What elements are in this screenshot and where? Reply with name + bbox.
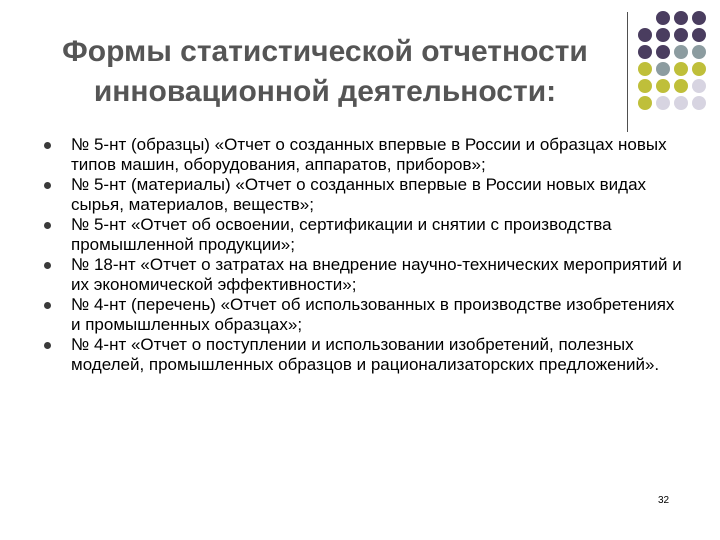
bullet-item bbox=[44, 335, 684, 375]
decorative-dot-olive bbox=[692, 62, 706, 76]
decorative-dot-olive bbox=[674, 62, 688, 76]
slide-title-line-1: Формы статистической отчетности bbox=[62, 35, 588, 68]
decorative-dot-purple bbox=[692, 11, 706, 25]
decorative-dot-slate bbox=[692, 45, 706, 59]
decorative-dot-olive bbox=[638, 62, 652, 76]
decorative-dot-purple bbox=[638, 28, 652, 42]
decorative-dot-purple bbox=[638, 45, 652, 59]
page-number: 32 bbox=[658, 495, 670, 506]
decorative-dot-olive bbox=[638, 96, 652, 110]
decorative-dot-lavender bbox=[692, 96, 706, 110]
bullet-marker bbox=[44, 342, 51, 349]
slide-title bbox=[30, 32, 620, 112]
bullet-text: № 4-нт «Отчет о поступлении и использовании изобретений, полезных моделей, промышленных образцов и рационализаторских предложений». bbox=[71, 335, 660, 374]
decorative-dot-slate bbox=[674, 45, 688, 59]
bullet-text: № 5-нт «Отчет об освоении, сертификации и снятии с производства промышленной продукции»; bbox=[71, 215, 612, 254]
decorative-dot-grid bbox=[638, 11, 718, 111]
decorative-dot-purple bbox=[656, 11, 670, 25]
bullet-text: № 4-нт (перечень) «Отчет об использованных в производстве изобретениях и промышленных образцах»; bbox=[71, 295, 675, 334]
bullet-marker bbox=[44, 262, 51, 269]
decorative-dot-slate bbox=[656, 62, 670, 76]
bullet-list bbox=[44, 135, 684, 375]
decorative-dot-purple bbox=[656, 28, 670, 42]
decorative-dot-lavender bbox=[674, 96, 688, 110]
bullet-item bbox=[44, 135, 684, 175]
decorative-dot-lavender bbox=[656, 96, 670, 110]
bullet-text: № 18-нт «Отчет о затратах на внедрение научно-технических мероприятий и их экономической эффективности»; bbox=[71, 255, 682, 294]
bullet-text: № 5-нт (образцы) «Отчет о созданных впервые в России и образцах новых типов машин, оборудования, аппаратов, приборов»; bbox=[71, 135, 667, 174]
bullet-item bbox=[44, 255, 684, 295]
bullet-marker bbox=[44, 182, 51, 189]
decorative-dot-purple bbox=[692, 28, 706, 42]
decorative-dot-purple bbox=[656, 45, 670, 59]
bullet-item bbox=[44, 215, 684, 255]
decorative-dot-olive bbox=[638, 79, 652, 93]
bullet-item bbox=[44, 175, 684, 215]
slide-title-line-2: инновационной деятельности: bbox=[93, 75, 557, 108]
bullet-marker bbox=[44, 302, 51, 309]
bullet-text: № 5-нт (материалы) «Отчет о созданных впервые в России новых видах сырья, материалов, веществ»; bbox=[71, 175, 647, 214]
bullet-marker bbox=[44, 222, 51, 229]
decorative-dot-lavender bbox=[692, 79, 706, 93]
divider-line bbox=[627, 12, 628, 132]
decorative-dot-purple bbox=[674, 28, 688, 42]
bullet-item bbox=[44, 295, 684, 335]
decorative-dot-olive bbox=[674, 79, 688, 93]
decorative-dot-olive bbox=[656, 79, 670, 93]
bullet-marker bbox=[44, 142, 51, 149]
decorative-dot-purple bbox=[674, 11, 688, 25]
